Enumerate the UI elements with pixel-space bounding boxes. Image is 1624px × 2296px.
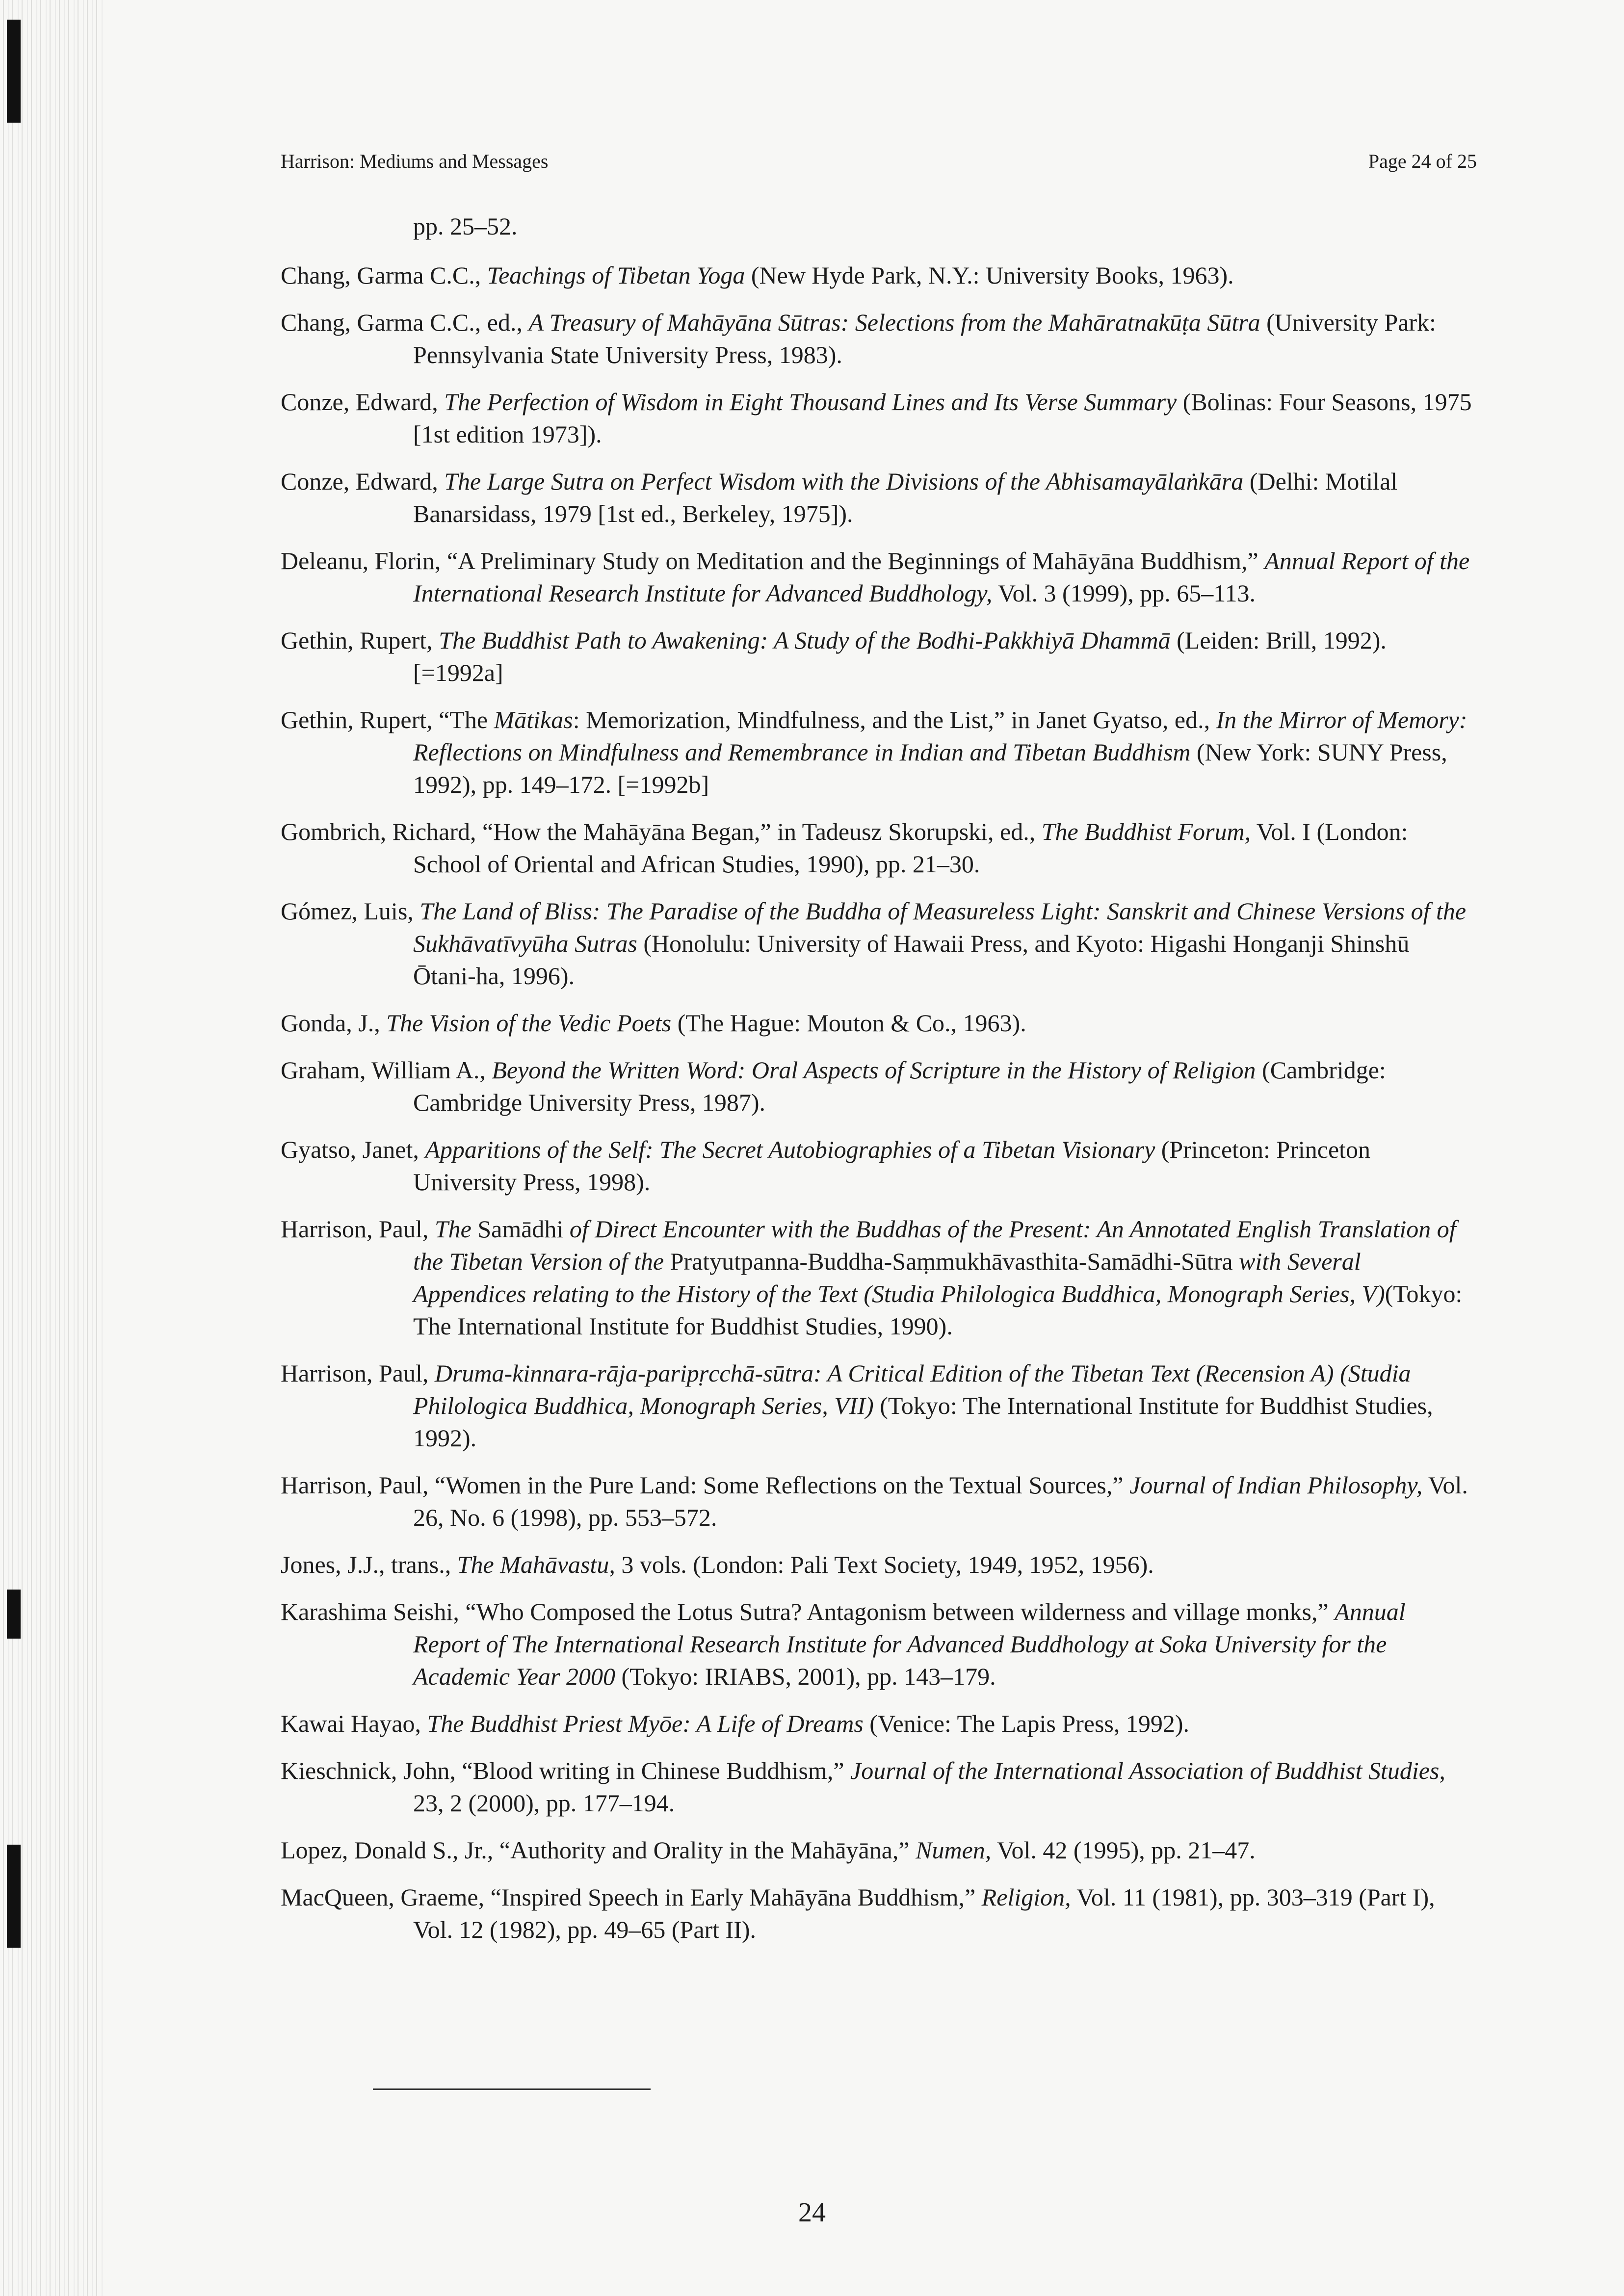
- entry-text: 23, 2 (2000), pp. 177–194.: [413, 1789, 675, 1817]
- entry-title-text: The Large Sutra on Perfect Wisdom with the Divisions of the Abhisamayālaṅkāra: [444, 468, 1244, 495]
- entry-text: Kieschnick, John, “Blood writing in Chinese Buddhism,”: [281, 1757, 851, 1784]
- entry-text: Jones, J.J., trans.,: [281, 1551, 457, 1578]
- entry-text: Karashima Seishi, “Who Composed the Lotus Sutra? Antagonism between wilderness and village monks,”: [281, 1598, 1335, 1625]
- entry-title-text: The Buddhist Priest Myōe: A Life of Dreams: [427, 1710, 864, 1737]
- bibliography-entry: [281, 306, 1475, 371]
- entry-text: MacQueen, Graeme, “Inspired Speech in Early Mahāyāna Buddhism,”: [281, 1883, 982, 1911]
- scan-mark: [7, 20, 21, 123]
- entry-text: Graham, William A.,: [281, 1056, 492, 1084]
- bibliography-entry: [281, 1595, 1475, 1693]
- scan-edge-artifact: [0, 0, 103, 2296]
- bibliography-entry: [281, 895, 1475, 992]
- bibliography-entry: [281, 704, 1475, 801]
- bibliography-entry: [281, 259, 1475, 291]
- entry-title-text: Teachings of Tibetan Yoga: [487, 261, 745, 289]
- scan-mark: [7, 1845, 21, 1948]
- entry-title-text: Apparitions of the Self: The Secret Autobiographies of a Tibetan Visionary: [425, 1136, 1155, 1163]
- entry-text: (New York: SUNY Press, 1992), pp. 149–172. [=1992b]: [413, 738, 1447, 798]
- bibliography-entry: [281, 1054, 1475, 1119]
- bibliography-entry: [281, 1133, 1475, 1198]
- entry-text: Conze, Edward,: [281, 388, 445, 416]
- entry-title-text: Religion,: [981, 1883, 1071, 1911]
- entry-text: Lopez, Donald S., Jr., “Authority and Orality in the Mahāyāna,”: [281, 1836, 916, 1864]
- bibliography-entry: [281, 1469, 1475, 1534]
- entry-title-text: Annual Report of the International Research Institute for Advanced Buddhology,: [413, 547, 1470, 607]
- entry-text: Harrison, Paul,: [281, 1359, 435, 1387]
- bibliography-entry: [281, 815, 1475, 880]
- entry-title-text: The Buddhist Path to Awakening: A Study of the Bodhi-Pakkhiyā Dhammā: [439, 626, 1171, 654]
- entry-text: Gombrich, Richard, “How the Mahāyāna Began,” in Tadeusz Skorupski, ed.,: [281, 818, 1042, 845]
- entry-title-text: with Several Appendices relating to the History of the Text (Studia Philologica Buddhica, Monograph Series, V): [413, 1248, 1385, 1307]
- bibliography-entry: [281, 1834, 1475, 1866]
- entry-text: (Venice: The Lapis Press, 1992).: [863, 1710, 1190, 1737]
- entry-text: (The Hague: Mouton & Co., 1963).: [671, 1009, 1026, 1037]
- entry-text: 3 vols. (London: Pali Text Society, 1949, 1952, 1956).: [615, 1551, 1154, 1578]
- entry-title-text: The Buddhist Forum,: [1041, 818, 1251, 845]
- entry-text: Samādhi: [471, 1215, 570, 1243]
- entry-text: Chang, Garma C.C., ed.,: [281, 309, 529, 336]
- entry-text: Vol. 3 (1999), pp. 65–113.: [992, 579, 1256, 607]
- entry-title-text: Druma-kinnara-rāja-paripṛcchā-sūtra: A Critical Edition of the Tibetan Text (Recension A) (Studia Philologica Buddhica, Monograph Series, VII): [413, 1359, 1411, 1419]
- bibliography-entry: [281, 465, 1475, 530]
- scan-mark: [7, 1590, 21, 1639]
- entry-text: Gómez, Luis,: [281, 897, 420, 925]
- entry-title-text: Journal of Indian Philosophy,: [1129, 1471, 1423, 1499]
- entry-title-text: A Treasury of Mahāyāna Sūtras: Selections from the Mahāratnakūṭa Sūtra: [528, 309, 1260, 336]
- entry-text: Chang, Garma C.C.,: [281, 261, 487, 289]
- entry-text: Deleanu, Florin, “A Preliminary Study on Meditation and the Beginnings of Mahāyāna Buddhism,”: [281, 547, 1265, 574]
- bibliography-entry: [281, 545, 1475, 609]
- running-header: [281, 150, 1477, 173]
- entry-text: Gonda, J.,: [281, 1009, 387, 1037]
- bibliography-entry: [281, 1707, 1475, 1740]
- footnote-rule: [373, 2088, 651, 2090]
- entry-text: Gethin, Rupert,: [281, 626, 439, 654]
- page-number: 24: [798, 2197, 826, 2228]
- entry-text: : Memorization, Mindfulness, and the List,” in Janet Gyatso, ed.,: [573, 706, 1216, 733]
- entry-title-text: In the Mirror of Memory: Reflections on Mindfulness and Remembrance in Indian and Tibetan Buddhism: [413, 706, 1467, 766]
- entry-text: Kawai Hayao,: [281, 1710, 427, 1737]
- bibliography-list: [281, 210, 1475, 1960]
- entry-text: (Honolulu: University of Hawaii Press, and Kyoto: Higashi Honganji Shinshū Ōtani-ha, 1996).: [413, 930, 1410, 990]
- entry-text: (New Hyde Park, N.Y.: University Books, 1963).: [745, 261, 1234, 289]
- entry-text: Gethin, Rupert, “The: [281, 706, 494, 733]
- entry-text: Harrison, Paul, “Women in the Pure Land: Some Reflections on the Textual Sources,”: [281, 1471, 1130, 1499]
- entry-title-text: Beyond the Written Word: Oral Aspects of Scripture in the History of Religion: [492, 1056, 1256, 1084]
- entry-text: (Leiden: Brill, 1992). [=1992a]: [413, 626, 1387, 686]
- entry-text: (Tokyo: The International Institute for Buddhist Studies, 1992).: [413, 1392, 1433, 1452]
- entry-text: (Bolinas: Four Seasons, 1975 [1st edition 1973]).: [413, 388, 1472, 448]
- entry-title-text: The: [434, 1215, 471, 1243]
- entry-title-text: The Land of Bliss: The Paradise of the Buddha of Measureless Light: Sanskrit and Chinese Versions of the Sukhāvatīvyūha Sutras: [413, 897, 1467, 957]
- bibliography-entry: [281, 386, 1475, 450]
- entry-text: Gyatso, Janet,: [281, 1136, 425, 1163]
- bibliography-entry: [281, 1213, 1475, 1342]
- entry-title-text: Annual Report of The International Research Institute for Advanced Buddhology at Soka University for the Academic Year 2000: [413, 1598, 1406, 1690]
- entry-title-text: Journal of the International Association of Buddhist Studies,: [850, 1757, 1445, 1784]
- entry-text: (University Park: Pennsylvania State University Press, 1983).: [413, 309, 1436, 368]
- entry-title-text: Numen,: [916, 1836, 992, 1864]
- header-title: Harrison: Mediums and Messages: [281, 150, 549, 172]
- entry-title-text: The Vision of the Vedic Poets: [386, 1009, 672, 1037]
- entry-title-text: The Perfection of Wisdom in Eight Thousand Lines and Its Verse Summary: [444, 388, 1177, 416]
- bibliography-entry: [281, 1548, 1475, 1581]
- bibliography-entry: [281, 624, 1475, 689]
- entry-text: Vol. 26, No. 6 (1998), pp. 553–572.: [413, 1471, 1468, 1531]
- entry-text: (Princeton: Princeton University Press, 1998).: [413, 1136, 1371, 1196]
- header-page-count: Page 24 of 25: [1368, 150, 1477, 172]
- entry-text: Pratyutpanna-Buddha-Saṃmukhāvasthita-Samādhi-Sūtra: [664, 1248, 1239, 1275]
- entry-text: (Delhi: Motilal Banarsidass, 1979 [1st ed., Berkeley, 1975]).: [413, 468, 1398, 527]
- entry-text: Harrison, Paul,: [281, 1215, 435, 1243]
- bibliography-entry: [281, 1007, 1475, 1039]
- entry-text: Vol. 11 (1981), pp. 303–319 (Part I), Vol. 12 (1982), pp. 49–65 (Part II).: [413, 1883, 1435, 1943]
- entry-text: (Tokyo: The International Institute for Buddhist Studies, 1990).: [413, 1280, 1463, 1340]
- bibliography-entry: [281, 1357, 1475, 1454]
- entry-title-text: Mātikas: [494, 706, 573, 733]
- entry-text: pp. 25–52.: [413, 212, 518, 240]
- entry-text: Vol. I (London: School of Oriental and African Studies, 1990), pp. 21–30.: [413, 818, 1408, 878]
- entry-title-text: of Direct Encounter with the Buddhas of the Present: An Annotated English Translation of the Tibetan Version of the: [413, 1215, 1456, 1275]
- bibliography-entry: [281, 210, 1475, 242]
- entry-text: (Cambridge: Cambridge University Press, 1987).: [413, 1056, 1386, 1116]
- bibliography-entry: [281, 1881, 1475, 1946]
- entry-text: Conze, Edward,: [281, 468, 445, 495]
- bibliography-entry: [281, 1754, 1475, 1819]
- entry-text: (Tokyo: IRIABS, 2001), pp. 143–179.: [615, 1663, 996, 1690]
- entry-text: Vol. 42 (1995), pp. 21–47.: [991, 1836, 1256, 1864]
- entry-title-text: The Mahāvastu,: [457, 1551, 615, 1578]
